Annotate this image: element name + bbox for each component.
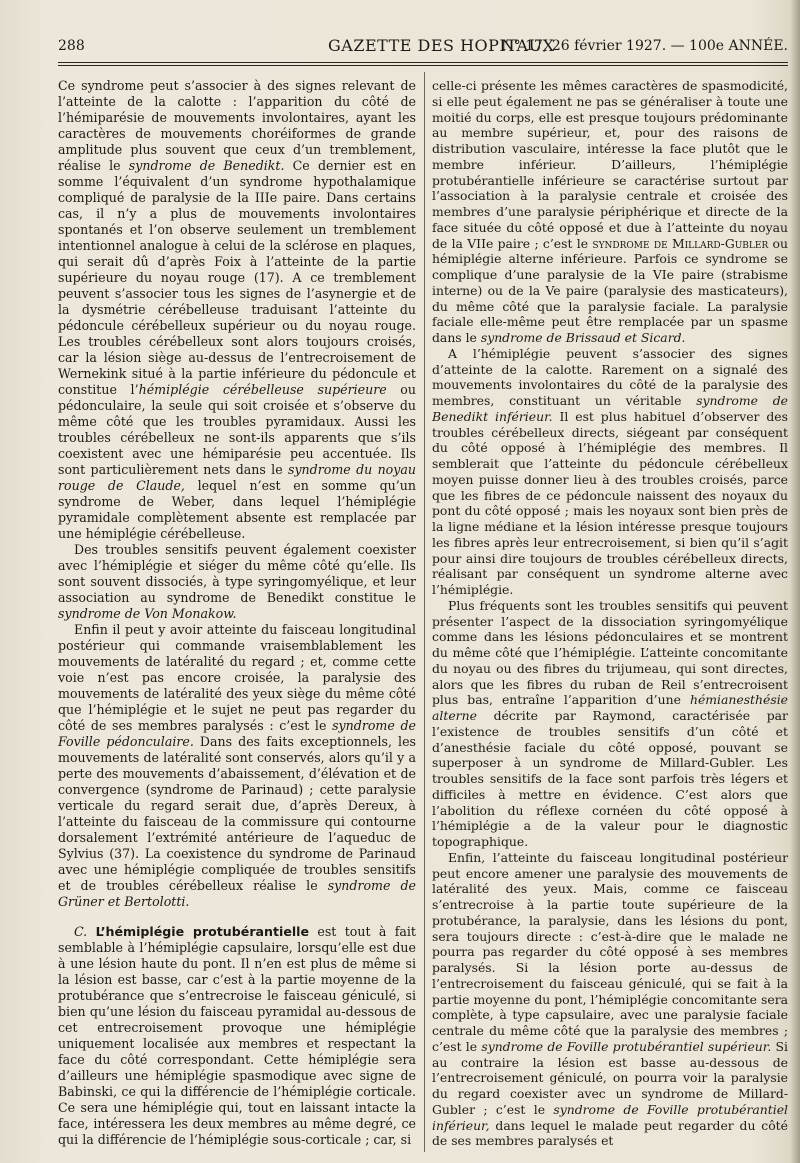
journal-title: GAZETTE DES HOPITAUX: [328, 36, 555, 55]
paragraph: Enfin, l’atteinte du faisceau longitudinal postérieur peut encore amener une paralysie des mouvements de latéralité des yeux. Mais, comme ce faisceau s’entrecroise à la partie toute supérieure de la protubérance, la paralysie, dans les lésions du pont, sera toujours directe : c’est-à-dire que le malade ne pourra pas regarder du côté opposé à ses membres paralysés. Si la lésion porte au-dessus de l’entrecroisement du faisceau géniculé, qui se fait à la partie moyenne du pont, l’hémiplégie concomitante sera complète, à type capsulaire, avec une paralysie faciale centrale du même côté que la paralysie des membres ; c’est le syndrome de Foville protubérantiel supérieur. Si au contraire la lésion est basse au-dessous de l’entrecroisement géniculé, on pourra voir la paralysie du regard coexister avec un syndrome de Millard-Gubler ; c’est le syndrome de Foville protubérantiel inférieur, dans lequel le malade peut regarder du côté de ses membres paralysés et: [432, 849, 788, 1149]
paragraph: A l’hémiplégie peuvent s’associer des signes d’atteinte de la calotte. Rarement on a signalé des mouvements involontaires du côté de la paralysie des membres, constituant un véritable syndrome de Benedikt inférieur. Il est plus habituel d’observer des troubles cérébelleux directs, siégeant par conséquent du côté opposé à l’hémiplégie des membres. Il semblerait que l’atteinte du pédoncule cérébelleux moyen puisse donner lieu à des troubles croisés, parce que les fibres de ce pédoncule naissent des noyaux du pont du côté opposé ; mais les noyaux sont bien près de la ligne médiane et la lésion intéresse presque toujours les fibres après leur entrecroisement, si bien qu’il s’agit pour ainsi dire toujours de troubles cérébelleux directs, réalisant par conséquent un syndrome alterne avec l’hémiplégie.: [432, 345, 788, 597]
paragraph: Plus fréquents sont les troubles sensitifs qui peuvent présenter l’aspect de la dissociation syringomyélique comme dans les lésions pédonculaires et se montrent du même côté que l’hémiplégie. L’atteinte concomitante du noyau ou des fibres du trijumeau, qui sont directes, alors que les fibres du ruban de Reil s’entrecroisent plus bas, entraîne l’apparition d’une hémianesthésie alterne décrite par Raymond, caractérisée par l’existence de troubles sensitifs d’un côté et d’anesthésie faciale du côté opposé, pouvant se superposer à un syndrome de Millard-Gubler. Les troubles sensitifs de la face sont parfois très légers et difficiles à mettre en évidence. C’est alors que l’abolition du réflexe cornéen du côté opposé à l’hémiplégie a de la valeur pour le diagnostic topographique.: [432, 597, 788, 849]
page-number: 288: [58, 38, 85, 54]
paragraph: celle-ci présente les mêmes caractères de spasmodicité, si elle peut également ne pas se généraliser à toute une moitié du corps, elle est presque toujours prédominante au membre supérieur, et, pour des raisons de distribution vasculaire, intéresse la face plutôt que le membre inférieur. D’ailleurs, l’hémiplégie protubérantielle inférieure se caractérise surtout par l’association à la paralysie centrale et croisée des membres d’une paralysie périphérique et directe de la face située du côté opposé et due à l’atteinte du noyau de la VIIe paire ; c’est le syndrome de Millard-Gubler ou hémiplégie alterne inférieure. Parfois ce syndrome se complique d’une paralysie de la VIe paire (strabisme interne) ou de la Ve paire (paralysie des masticateurs), du même côté que la paralysie faciale. La paralysie faciale elle-même peut être remplacée par un spasme dans le syndrome de Brissaud et Sicard.: [432, 78, 788, 345]
header-rule: [58, 62, 788, 66]
section-heading: L’hémiplégie protubérantielle: [95, 924, 310, 939]
paragraph: Ce syndrome peut s’associer à des signes relevant de l’atteinte de la calotte : l’apparition du côté de l’hémiparésie de mouvements involontaires, ayant les caractères de mouvements choréiformes de grande amplitude plus souvent que ceux d’un tremblement, réalise le syndrome de Benedikt. Ce dernier est en somme l’équivalent d’un syndrome hypothalamique compliqué de paralysie de la IIIe paire. Dans certains cas, il n’y a plus de mouvements involontaires spontanés et l’on observe seulement un tremblement intentionnel analogue à celui de la sclérose en plaques, qui serait dû d’après Foix à l’atteinte de la partie supérieure du noyau rouge (17). A ce tremblement peuvent s’associer tous les signes de l’asynergie et de la dysmétrie cérébelleuse traduisant l’atteinte du pédoncule cérébelleux supérieur ou du noyau rouge. Les troubles cérébelleux sont alors toujours croisés, car la lésion siège au-dessus de l’entrecroisement de Wernekink situé à la partie inférieure du pédoncule et constitue l’hémiplégie cérébelleuse supérieure ou pédonculaire, la seule qui soit croisée et s’observe du même côté que les troubles pyramidaux. Aussi les troubles cérébelleux ne sont-ils apparents que s’ils coexistent avec une hémiparésie peu accentuée. Ils sont particulièrement nets dans le syndrome du noyau rouge de Claude, lequel n’est en somme qu’un syndrome de Weber, dans lequel l’hémiplégie pyramidale complètement absente est remplacée par une hémiplégie cérébelleuse.: [58, 78, 416, 541]
right-column: [432, 78, 788, 1149]
paragraph: Des troubles sensitifs peuvent également coexister avec l’hémiplégie et siéger du même côté qu’elle. Ils sont souvent dissociés, à type syringomyélique, et leur association au syndrome de Benedikt constitue le syndrome de Von Monakow.: [58, 542, 416, 621]
section-letter: C.: [74, 924, 88, 939]
left-column: [58, 78, 416, 1148]
column-divider: [424, 72, 425, 1152]
paragraph: Enfin il peut y avoir atteinte du faisceau longitudinal postérieur qui commande vraisemblablement les mouvements de latéralité du regard ; et, comme cette voie n’est pas encore croisée, la paralysie des mouvements de latéralité des yeux siège du même côté que l’hémiplégie et le sujet ne peut pas regarder du côté de ses membres paralysés : c’est le syndrome de Foville pédonculaire. Dans des faits exceptionnels, les mouvements de latéralité sont conservés, alors qu’il y a perte des mouvements d’abaissement, d’élévation et de convergence (syndrome de Parinaud) ; cette paralysie verticale du regard serait due, d’après Dereux, à l’atteinte du faisceau de la commissure qui contourne dorsalement l’extrémité antérieure de l’aqueduc de Sylvius (37). La coexistence du syndrome de Parinaud avec une hémiplégie compliquée de troubles sensitifs et de troubles cérébelleux réalise le syndrome de Grüner et Bertolotti.: [58, 622, 417, 909]
page-spine-shadow: [790, 0, 800, 1163]
issue-info: N° 17, 26 février 1927. — 100e ANNÉE.: [501, 38, 788, 54]
running-header: [58, 34, 788, 60]
section-paragraph: C. L’hémiplégie protubérantielle est tout à fait semblable à l’hémiplégie capsulaire, lorsqu’elle est due à une lésion haute du pont. Il n’en est plus de même si la lésion est basse, car c’est à la partie moyenne de la protubérance que s’entrecroise le faisceau géniculé, si bien qu’une lésion du faisceau pyramidal au-dessous de cet entrecroisement provoque une hémiplégie uniquement localisée aux membres et respectant la face du côté correspondant. Cette hémiplégie sera d’ailleurs une hémiplégie spasmodique avec signe de Babinski, ce qui la différencie de l’hémiplégie corticale. Ce sera une hémiplégie qui, tout en laissant intacte la face, intéressera les deux membres au même degré, ce qui la différencie de l’hémiplégie sous-corticale ; car, si: [58, 924, 416, 1147]
